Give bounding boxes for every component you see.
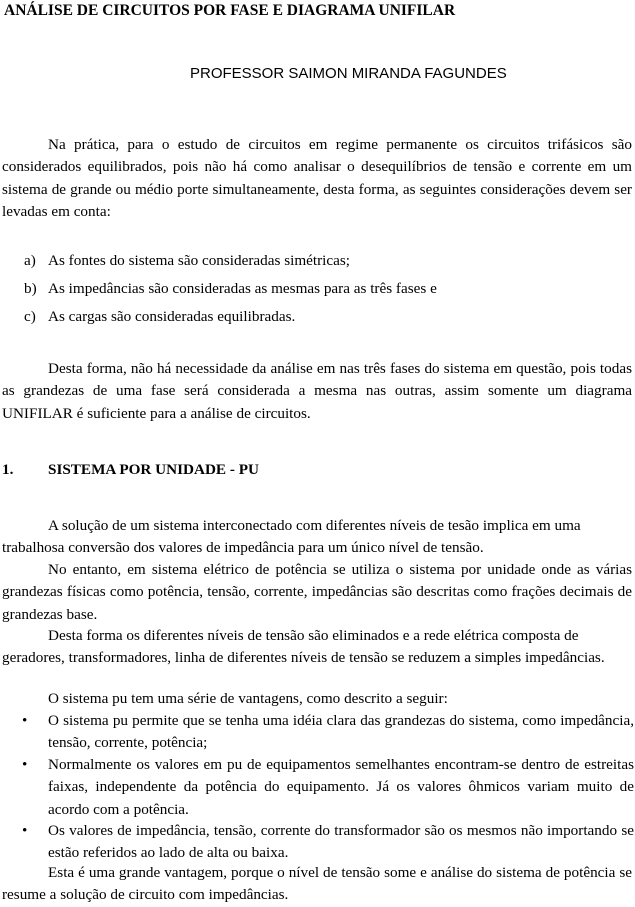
section-number: 1. [2, 461, 14, 478]
author-line: PROFESSOR SAIMON MIRANDA FAGUNDES [190, 65, 507, 82]
list-marker: c) [24, 308, 36, 325]
body-paragraph: A solução de um sistema interconectado com diferentes níveis de tesão implica em uma trabalhosa conversão dos valores de impedância para um único nível de tensão. [2, 517, 581, 557]
conclusion-paragraph: Desta forma, não há necessidade da análise em nas três fases do sistema em questão, pois todas as grandezas de uma fase será considerada a mesma nas outras, assim somente um diagrama UNIFILAR é suficiente para a análise de circuitos. [2, 360, 632, 422]
section-heading [2, 461, 259, 479]
document-title: ANÁLISE DE CIRCUITOS POR FASE E DIAGRAMA UNIFILAR [4, 2, 456, 19]
intro-paragraph: Na prática, para o estudo de circuitos em regime permanente os circuitos trifásicos são considerados equilibrados, pois não há como analisar o desequilíbrios de tensão e corrente em um sistema de grande ou médio porte simultaneamente, desta forma, as seguintes considerações devem ser levadas em conta: [2, 136, 632, 221]
list-item [24, 250, 350, 272]
list-item [24, 306, 295, 328]
bullet-icon: • [22, 712, 28, 729]
body-paragraph: O sistema pu tem uma série de vantagens, como descrito a seguir: [48, 690, 448, 707]
body-paragraph: Desta forma os diferentes níveis de tensão são eliminados e a rede elétrica composta de geradores, transformadores, linha de diferentes níveis de tensão se reduzem a simples impedâncias. [2, 627, 605, 667]
bullet-icon: • [22, 756, 28, 773]
body-paragraph: No entanto, em sistema elétrico de potência se utiliza o sistema por unidade onde as várias grandezas físicas como potência, tensão, corrente, impedâncias são descritas como frações decimais de grandezas base. [2, 561, 632, 623]
final-paragraph: Esta é uma grande vantagem, porque o nível de tensão some e análise do sistema de potência se resume a solução de circuito com impedâncias. [2, 864, 632, 904]
bullet-text: Normalmente os valores em pu de equipamentos semelhantes encontram-se dentro de estreitas faixas, independente da potência do equipamento. Já os valores ôhmicos variam muito de acordo com a potência. [48, 756, 634, 818]
bullet-text: O sistema pu permite que se tenha uma idéia clara das grandezas do sistema, como impedância, tensão, corrente, potência; [48, 712, 634, 752]
section-title: SISTEMA POR UNIDADE - PU [48, 461, 259, 478]
list-item-text: As cargas são consideradas equilibradas. [48, 308, 296, 325]
bullet-icon: • [22, 822, 28, 839]
bullet-text: Os valores de impedância, tensão, corrente do transformador são os mesmos não importando se estão referidos ao lado de alta ou baixa. [48, 822, 634, 862]
list-item-text: As fontes do sistema são consideradas simétricas; [48, 252, 350, 269]
list-marker: a) [24, 252, 36, 269]
list-item [24, 278, 437, 300]
list-item-text: As impedâncias são consideradas as mesmas para as três fases e [48, 280, 437, 297]
list-marker: b) [24, 280, 37, 297]
